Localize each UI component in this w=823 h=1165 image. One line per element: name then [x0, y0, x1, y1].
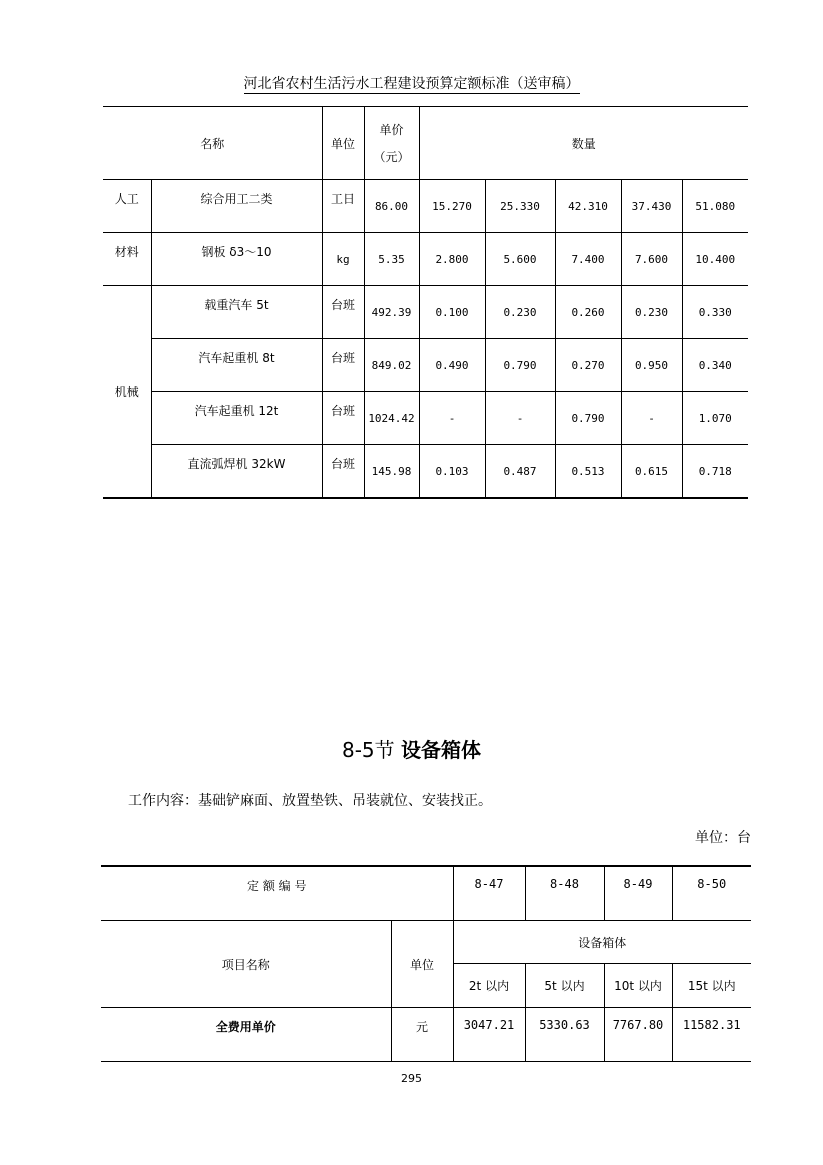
row-value: 7767.80 — [604, 1008, 672, 1062]
table-header-row — [103, 107, 748, 180]
qty-cell: 0.230 — [485, 286, 555, 339]
item-unit: 工日 — [322, 180, 364, 233]
item-name: 直流弧焊机 32kW — [151, 445, 322, 499]
qty-cell: 0.950 — [621, 339, 682, 392]
qty-cell: 10.400 — [682, 233, 748, 286]
work-content: 工作内容：基础铲麻面、放置垫铁、吊装就位、安装找正。 — [128, 793, 492, 809]
table-row — [103, 392, 748, 445]
qty-cell: 0.790 — [555, 392, 621, 445]
header-title: 河北省农村生活污水工程建设预算定额标准（送审稿） — [243, 76, 580, 92]
quota-code-row — [101, 866, 751, 921]
table-row — [103, 180, 748, 233]
item-name: 汽车起重机 8t — [151, 339, 322, 392]
table-row — [101, 1008, 751, 1062]
row-value: 5330.63 — [525, 1008, 604, 1062]
category-cell: 机械 — [103, 286, 151, 499]
quota-code: 8-49 — [604, 866, 672, 921]
table-row — [103, 286, 748, 339]
qty-cell: 0.270 — [555, 339, 621, 392]
quota-label: 定 额 编 号 — [101, 866, 453, 921]
qty-cell: 0.103 — [419, 445, 485, 499]
unit-label: 单位 — [391, 921, 453, 1008]
qty-cell: 0.260 — [555, 286, 621, 339]
quota-table — [101, 865, 751, 1062]
qty-cell: 0.490 — [419, 339, 485, 392]
category-cell: 材料 — [103, 233, 151, 286]
item-unit: 台班 — [322, 445, 364, 499]
item-price: 1024.42 — [364, 392, 419, 445]
qty-cell: 2.800 — [419, 233, 485, 286]
quota-code: 8-50 — [672, 866, 751, 921]
sub-label: 15t 以内 — [672, 964, 751, 1008]
qty-cell: 0.230 — [621, 286, 682, 339]
qty-cell: 7.400 — [555, 233, 621, 286]
sub-label: 5t 以内 — [525, 964, 604, 1008]
qty-cell: 1.070 — [682, 392, 748, 445]
item-name: 汽车起重机 12t — [151, 392, 322, 445]
qty-cell: 0.790 — [485, 339, 555, 392]
qty-cell: 0.487 — [485, 445, 555, 499]
qty-cell: 0.513 — [555, 445, 621, 499]
item-unit: kg — [322, 233, 364, 286]
qty-cell: 0.718 — [682, 445, 748, 499]
quota-code: 8-48 — [525, 866, 604, 921]
item-name: 综合用工二类 — [151, 180, 322, 233]
sub-label: 2t 以内 — [453, 964, 525, 1008]
qty-cell: 25.330 — [485, 180, 555, 233]
item-price: 849.02 — [364, 339, 419, 392]
table-row — [103, 339, 748, 392]
unit-note: 单位：台 — [695, 830, 751, 846]
qty-cell: 42.310 — [555, 180, 621, 233]
item-price: 492.39 — [364, 286, 419, 339]
group-label: 设备箱体 — [453, 921, 751, 964]
qty-cell: 7.600 — [621, 233, 682, 286]
qty-cell: 0.330 — [682, 286, 748, 339]
item-price: 86.00 — [364, 180, 419, 233]
category-cell: 人工 — [103, 180, 151, 233]
row-name: 全费用单价 — [101, 1008, 391, 1062]
group-header-row — [101, 921, 751, 964]
item-name: 载重汽车 5t — [151, 286, 322, 339]
item-name: 钢板 δ3～10 — [151, 233, 322, 286]
sub-label: 10t 以内 — [604, 964, 672, 1008]
resource-quantity-table — [103, 106, 748, 499]
item-unit: 台班 — [322, 339, 364, 392]
page-number: 295 — [401, 1072, 422, 1085]
section-title: 8-5节 设备箱体 — [341, 738, 482, 762]
qty-cell: 15.270 — [419, 180, 485, 233]
item-name-label: 项目名称 — [101, 921, 391, 1008]
page-header — [0, 73, 823, 93]
item-unit: 台班 — [322, 286, 364, 339]
qty-cell: 5.600 — [485, 233, 555, 286]
row-value: 3047.21 — [453, 1008, 525, 1062]
item-price: 145.98 — [364, 445, 419, 499]
qty-cell: 0.100 — [419, 286, 485, 339]
qty-cell: - — [419, 392, 485, 445]
quota-code: 8-47 — [453, 866, 525, 921]
row-unit: 元 — [391, 1008, 453, 1062]
qty-cell: 37.430 — [621, 180, 682, 233]
header-name: 名称 — [103, 107, 322, 180]
table-row — [103, 233, 748, 286]
item-unit: 台班 — [322, 392, 364, 445]
qty-cell: 0.340 — [682, 339, 748, 392]
qty-cell: - — [621, 392, 682, 445]
header-quantity: 数量 — [419, 107, 748, 180]
qty-cell: - — [485, 392, 555, 445]
row-value: 11582.31 — [672, 1008, 751, 1062]
header-price: 单价 （元） — [364, 107, 419, 180]
qty-cell: 0.615 — [621, 445, 682, 499]
table-row — [103, 445, 748, 499]
item-price: 5.35 — [364, 233, 419, 286]
header-unit: 单位 — [322, 107, 364, 180]
qty-cell: 51.080 — [682, 180, 748, 233]
